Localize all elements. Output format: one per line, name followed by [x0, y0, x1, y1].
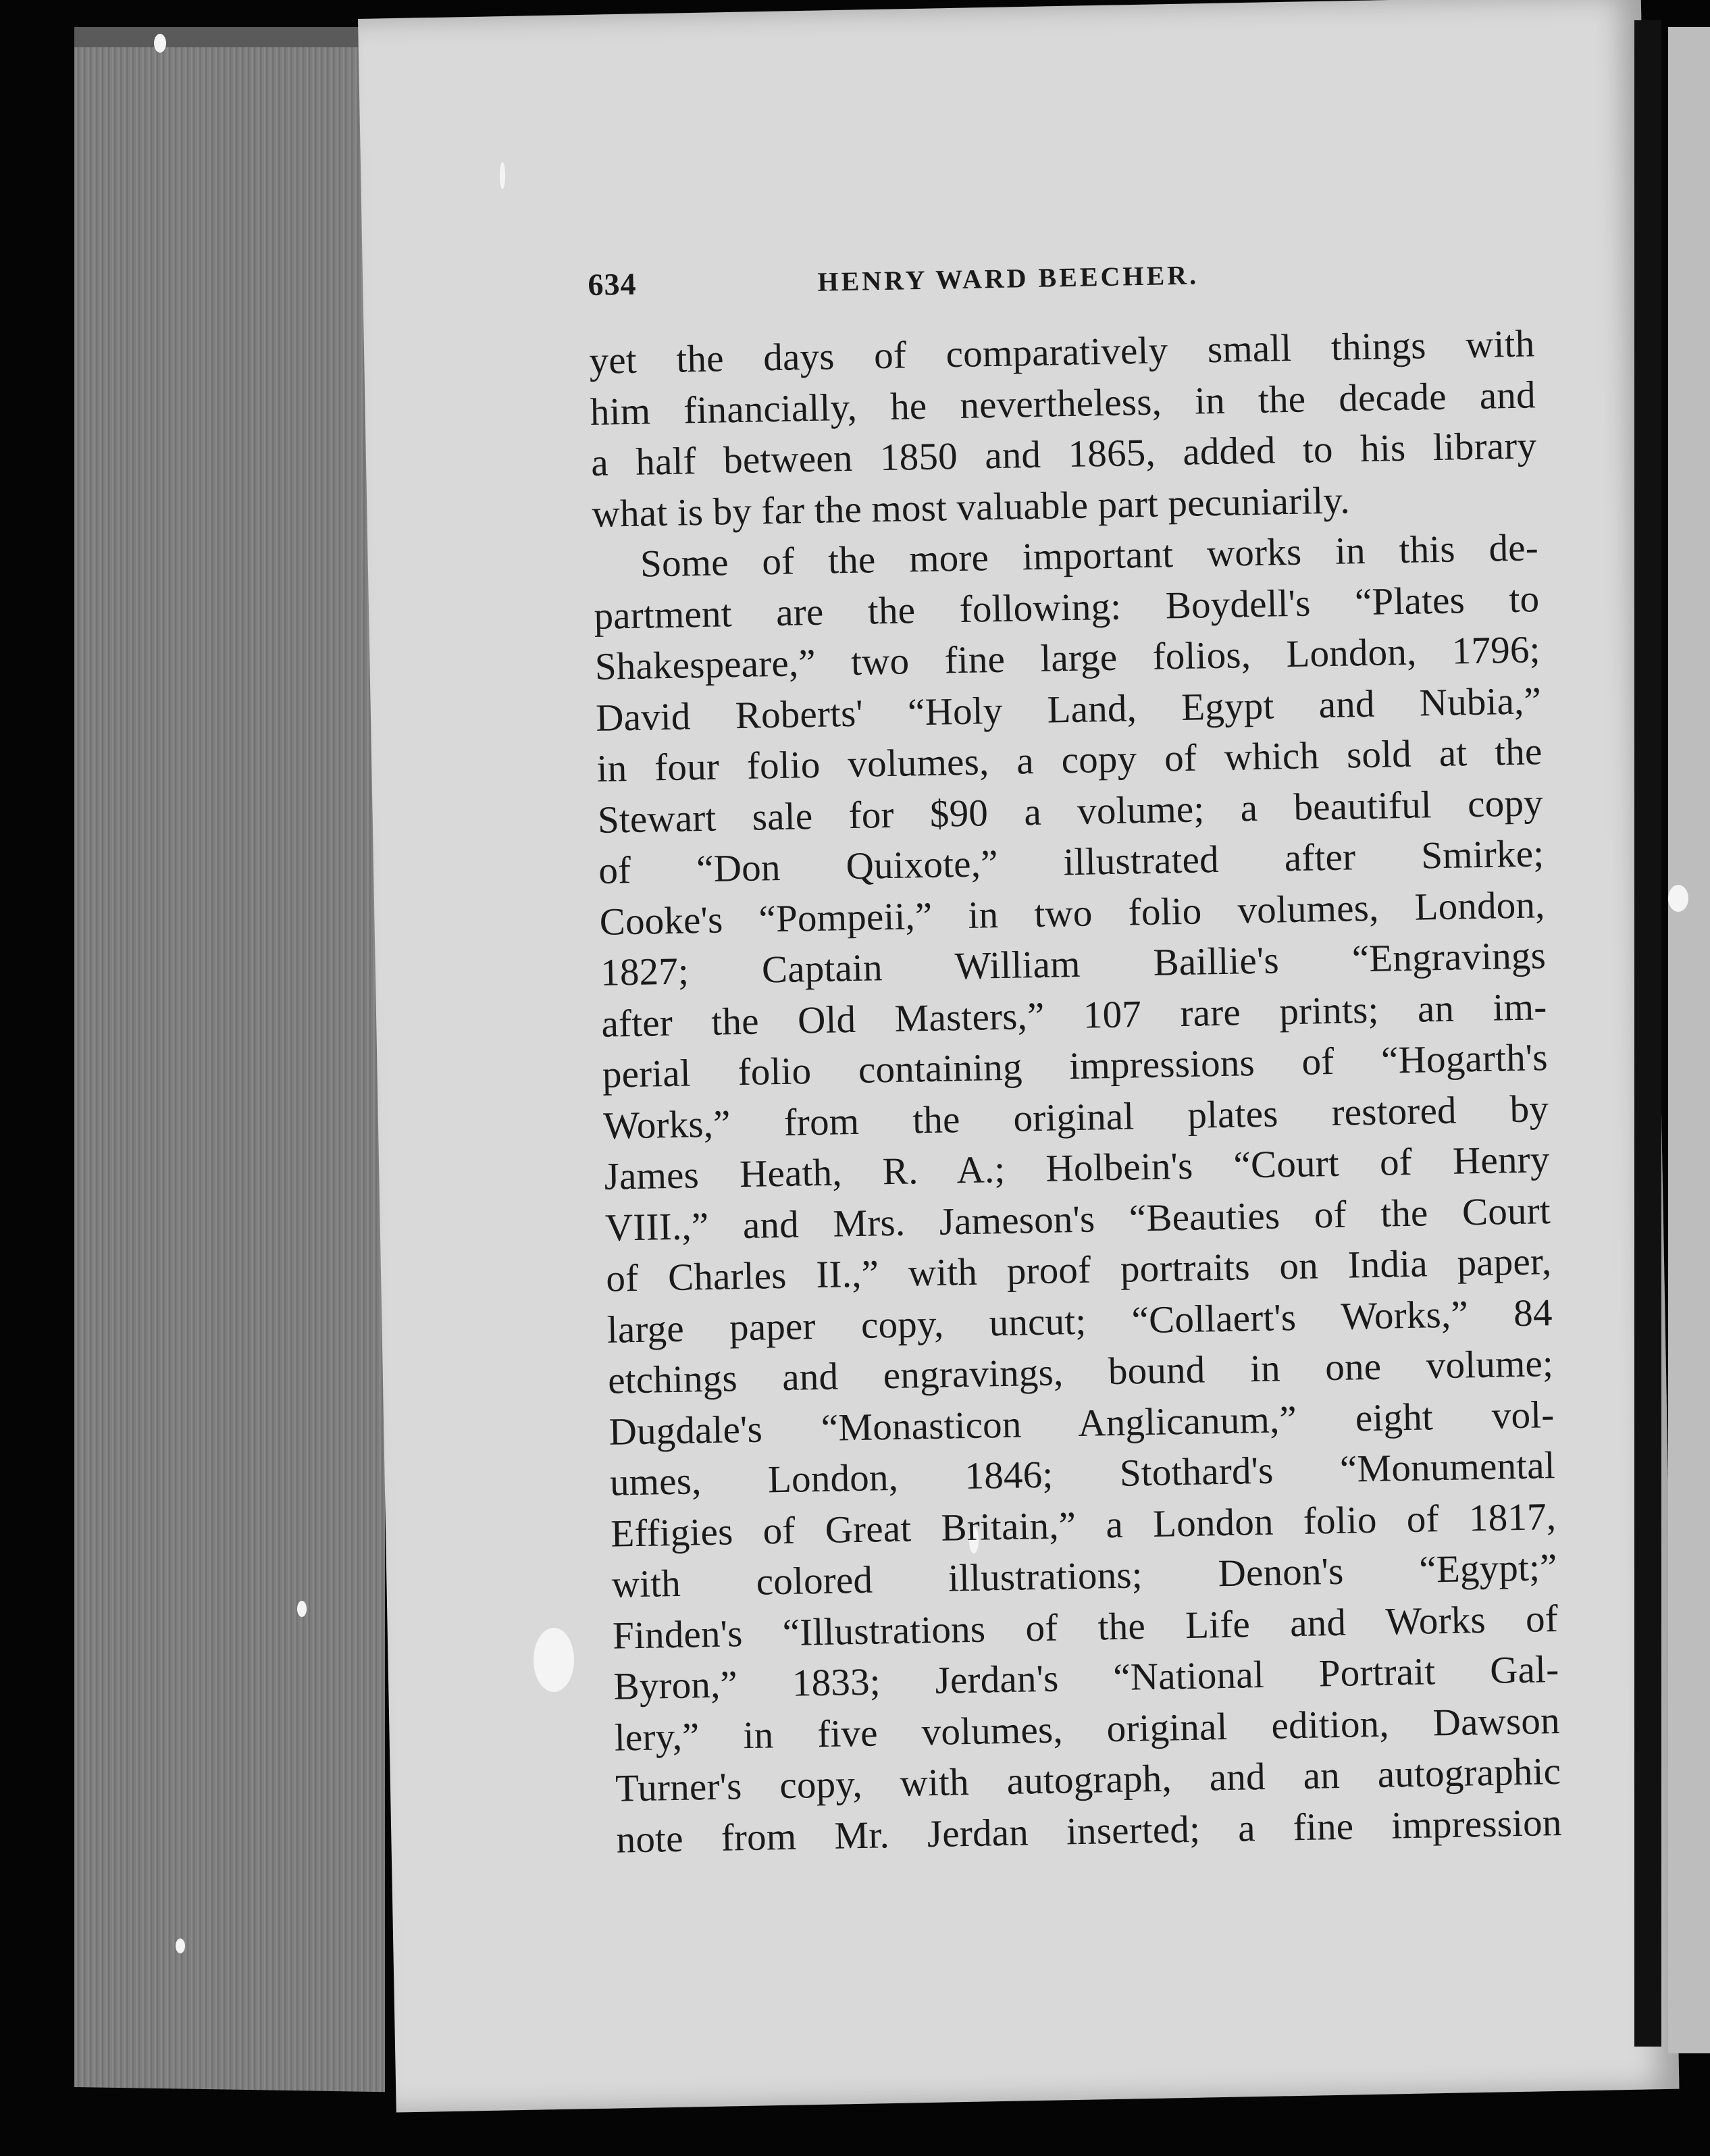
- dust-speck: [534, 1628, 574, 1692]
- text-line: a half between 1850 and 1865, added to his library: [590, 424, 1537, 484]
- text-line: etchings and engravings, bound in one volume;: [607, 1342, 1554, 1402]
- text-line: umes, London, 1846; Stothard's “Monumental: [609, 1444, 1556, 1504]
- text-line: him financially, he nevertheless, in the decade and: [590, 373, 1536, 434]
- body-text: [589, 318, 1562, 1865]
- text-line: perial folio containing impressions of “Hogarth's: [602, 1036, 1549, 1096]
- gutter-shadow: [1634, 20, 1661, 2047]
- book-edge-top: [74, 27, 385, 47]
- book-fore-edge: [74, 27, 385, 2092]
- text-line: Some of the more important works in this de-: [640, 526, 1539, 586]
- text-line: with colored illustrations; Denon's “Egypt;”: [611, 1546, 1558, 1606]
- text-line: VIII.,” and Mrs. Jameson's “Beauties of the Court: [604, 1189, 1551, 1250]
- text-line: what is by far the most valuable part pecuniarily.: [592, 478, 1351, 536]
- text-line: Dugdale's “Monasticon Anglicanum,” eight vol-: [608, 1393, 1555, 1454]
- text-line: yet the days of comparatively small things with: [588, 322, 1535, 382]
- text-line: lery,” in five volumes, original edition, Dawson: [614, 1699, 1561, 1760]
- text-line: Turner's copy, with autograph, and an autographic: [615, 1749, 1561, 1810]
- dust-speck: [500, 162, 505, 189]
- text-line: Byron,” 1833; Jerdan's “National Portrait Gal-: [613, 1647, 1559, 1708]
- text-line: Works,” from the original plates restored by: [602, 1087, 1549, 1148]
- running-title: HENRY WARD BEECHER.: [817, 259, 1199, 297]
- text-line: Finden's “Illustrations of the Life and Works of: [612, 1597, 1559, 1658]
- text-line: David Roberts' “Holy Land, Egypt and Nubia,”: [595, 679, 1542, 740]
- text-line: partment are the following: Boydell's “Plates to: [593, 577, 1540, 638]
- text-line: in four folio volumes, a copy of which sold at the: [596, 730, 1543, 790]
- dust-speck: [176, 1939, 185, 1953]
- dust-speck: [154, 34, 166, 53]
- text-line: after the Old Masters,” 107 rare prints; an im-: [600, 985, 1547, 1046]
- dust-speck: [1668, 885, 1688, 912]
- text-line: of Charles II.,” with proof portraits on India paper,: [605, 1240, 1552, 1300]
- facing-page-sliver: [1668, 27, 1710, 2053]
- text-line: Shakespeare,” two fine large folios, London, 1796;: [594, 628, 1541, 688]
- text-line: Cooke's “Pompeii,” in two folio volumes, London,: [599, 883, 1546, 944]
- text-line: James Heath, R. A.; Holbein's “Court of Henry: [604, 1138, 1551, 1198]
- text-line: large paper copy, uncut; “Collaert's Works,” 84: [606, 1291, 1553, 1352]
- dust-speck: [297, 1601, 307, 1617]
- text-line: note from Mr. Jerdan inserted; a fine impression: [616, 1801, 1563, 1862]
- text-line: 1827; Captain William Baillie's “Engravings: [600, 934, 1547, 994]
- page-text-block: [588, 249, 1562, 1865]
- text-line: Stewart sale for $90 a volume; a beautiful copy: [597, 781, 1544, 842]
- page-number: 634: [588, 266, 637, 302]
- text-line: of “Don Quixote,” illustrated after Smirke;: [598, 832, 1545, 892]
- text-line: Effigies of Great Britain,” a London folio of 1817,: [610, 1495, 1557, 1556]
